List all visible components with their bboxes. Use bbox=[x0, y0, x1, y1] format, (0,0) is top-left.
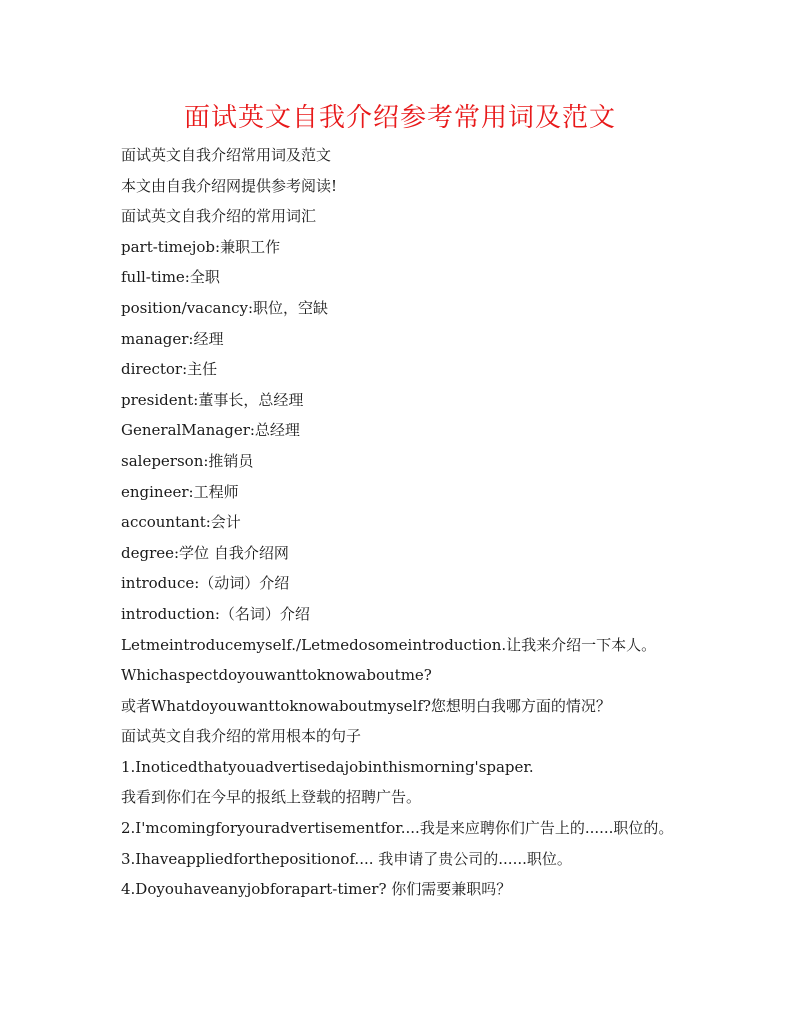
document-title: 面试英文自我介绍参考常用词及范文 bbox=[183, 103, 616, 133]
text-line: 面试英文自我介绍的常用根本的句子 bbox=[121, 727, 362, 746]
text-line: introduce:（动词）介绍 bbox=[121, 574, 290, 593]
text-line: 2.I'mcomingforyouradvertisementfor....我是来应聘你们广告上的......职位的。 bbox=[121, 819, 674, 838]
text-line: 1.Inoticedthatyouadvertisedajobinthismorning'spaper. bbox=[121, 757, 534, 776]
text-line: 3.Ihaveappliedforthepositionof.... 我申请了贵公司的......职位。 bbox=[121, 849, 572, 868]
text-line: Letmeintroducemyself./Letmedosomeintroduction.让我来介绍一下本人。 bbox=[121, 635, 657, 654]
text-line: degree:学位 自我介绍网 bbox=[121, 543, 289, 562]
text-line: saleperson:推销员 bbox=[121, 451, 254, 470]
text-line: introduction:（名词）介绍 bbox=[121, 604, 310, 623]
text-line: 面试英文自我介绍常用词及范文 bbox=[121, 146, 332, 164]
text-line: 4.Doyouhaveanyjobforapart-timer? 你们需要兼职吗？ bbox=[121, 880, 512, 899]
text-line: engineer:工程师 bbox=[121, 482, 239, 501]
text-line: part-timejob:兼职工作 bbox=[121, 237, 281, 256]
text-line: 或者Whatdoyouwanttoknowaboutmyself?您想明白我哪方面的情况？ bbox=[121, 696, 611, 715]
text-line: 本文由自我介绍网提供参考阅读! bbox=[121, 176, 338, 195]
text-line: full-time:全职 bbox=[121, 268, 220, 287]
text-line: manager:经理 bbox=[121, 329, 224, 348]
text-line: GeneralManager:总经理 bbox=[121, 421, 300, 440]
text-line: Whichaspectdoyouwanttoknowaboutme? bbox=[121, 666, 432, 685]
text-line: accountant:会计 bbox=[121, 513, 241, 532]
text-line: president:董事长，总经理 bbox=[121, 390, 304, 409]
text-line: 我看到你们在今早的报纸上登载的招聘广告。 bbox=[121, 788, 422, 807]
text-line: director:主任 bbox=[121, 360, 218, 379]
text-line: 面试英文自我介绍的常用词汇 bbox=[121, 207, 317, 226]
text-line: position/vacancy:职位，空缺 bbox=[121, 298, 329, 317]
document-body bbox=[121, 140, 761, 905]
